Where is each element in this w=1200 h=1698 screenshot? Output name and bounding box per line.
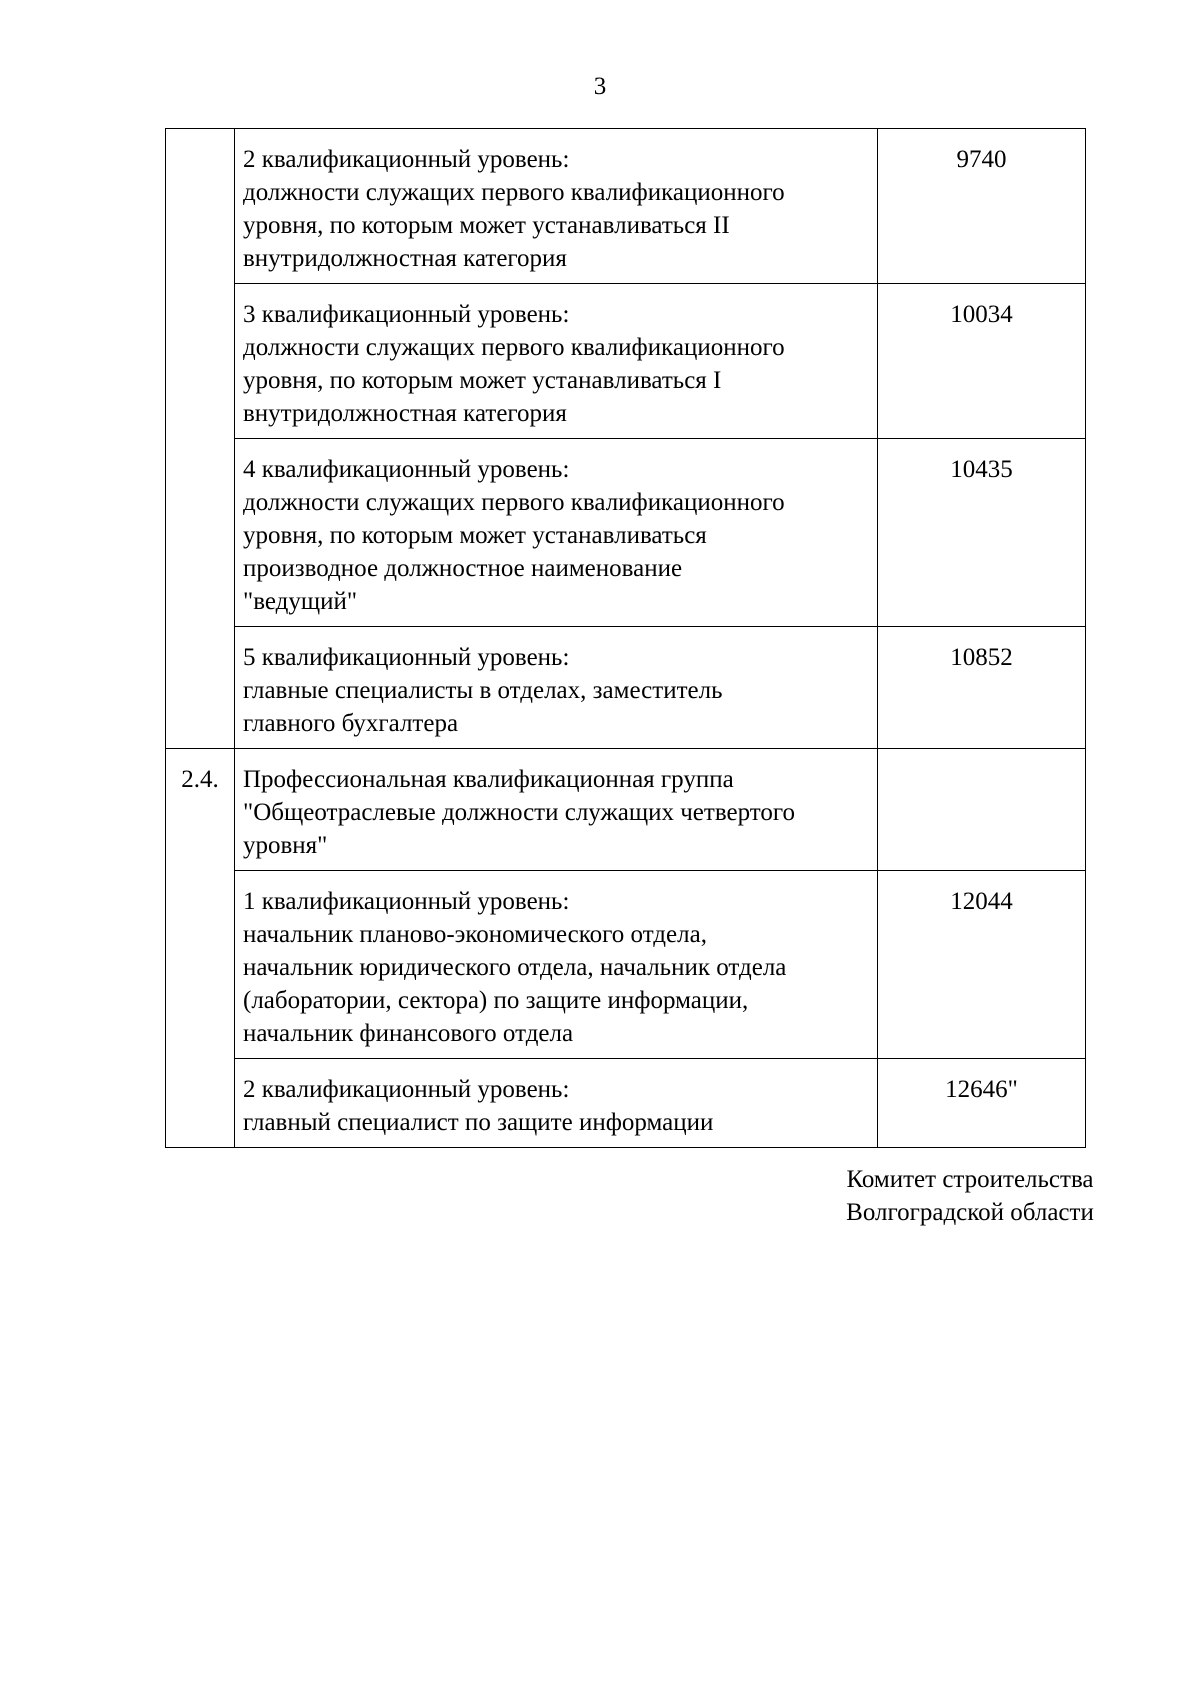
level-description: должности служащих первого квалификационного уровня, по которым может устанавливаться производное должностное наименование "ведущий" xyxy=(243,489,785,615)
amount-cell: 10034 xyxy=(878,284,1086,439)
signature-line-2: Волгоградской области xyxy=(846,1199,1094,1226)
level-text-cell xyxy=(235,871,878,1059)
level-description: должности служащих первого квалификационного уровня, по которым может устанавливаться I внутридолжностная категория xyxy=(243,334,785,427)
level-title: 5 квалификационный уровень: xyxy=(243,644,570,671)
level-title: 2 квалификационный уровень: xyxy=(243,146,570,173)
page-number: 3 xyxy=(593,73,607,100)
table-row xyxy=(166,749,1086,871)
level-description: должности служащих первого квалификационного уровня, по которым может устанавливаться II внутридолжностная категория xyxy=(243,179,785,272)
group-text-cell xyxy=(235,749,878,871)
level-title: 2 квалификационный уровень: xyxy=(243,1076,570,1103)
table-row xyxy=(166,284,1086,439)
amount-cell: 10435 xyxy=(878,439,1086,627)
table-row xyxy=(166,1059,1086,1148)
level-description: начальник планово-экономического отдела, начальник юридического отдела, начальник отдела (лаборатории, сектора) по защите информации, начальник финансового отдела xyxy=(243,921,787,1047)
amount-cell xyxy=(878,749,1086,871)
level-text-cell xyxy=(235,439,878,627)
level-text-cell xyxy=(235,1059,878,1148)
table-row xyxy=(166,871,1086,1059)
level-text-cell xyxy=(235,129,878,284)
level-title: 1 квалификационный уровень: xyxy=(243,888,570,915)
amount-cell: 10852 xyxy=(878,627,1086,749)
level-text-cell xyxy=(235,284,878,439)
signature-line-1: Комитет строительства xyxy=(846,1166,1094,1193)
amount-cell: 12044 xyxy=(878,871,1086,1059)
table-row xyxy=(166,627,1086,749)
group-title: Профессиональная квалификационная группа "Общеотраслевые должности служащих четвертого уровня" xyxy=(243,766,795,859)
level-text-cell xyxy=(235,627,878,749)
row-number-cell xyxy=(166,129,235,749)
salary-table xyxy=(165,128,1086,1148)
level-title: 4 квалификационный уровень: xyxy=(243,456,570,483)
row-number-cell: 2.4. xyxy=(166,749,235,1148)
table-row xyxy=(166,129,1086,284)
signature-block xyxy=(820,1163,1120,1229)
level-description: главные специалисты в отделах, заместитель главного бухгалтера xyxy=(243,677,723,737)
table-row xyxy=(166,439,1086,627)
level-title: 3 квалификационный уровень: xyxy=(243,301,570,328)
amount-cell: 9740 xyxy=(878,129,1086,284)
amount-cell: 12646" xyxy=(878,1059,1086,1148)
level-description: главный специалист по защите информации xyxy=(243,1109,714,1136)
